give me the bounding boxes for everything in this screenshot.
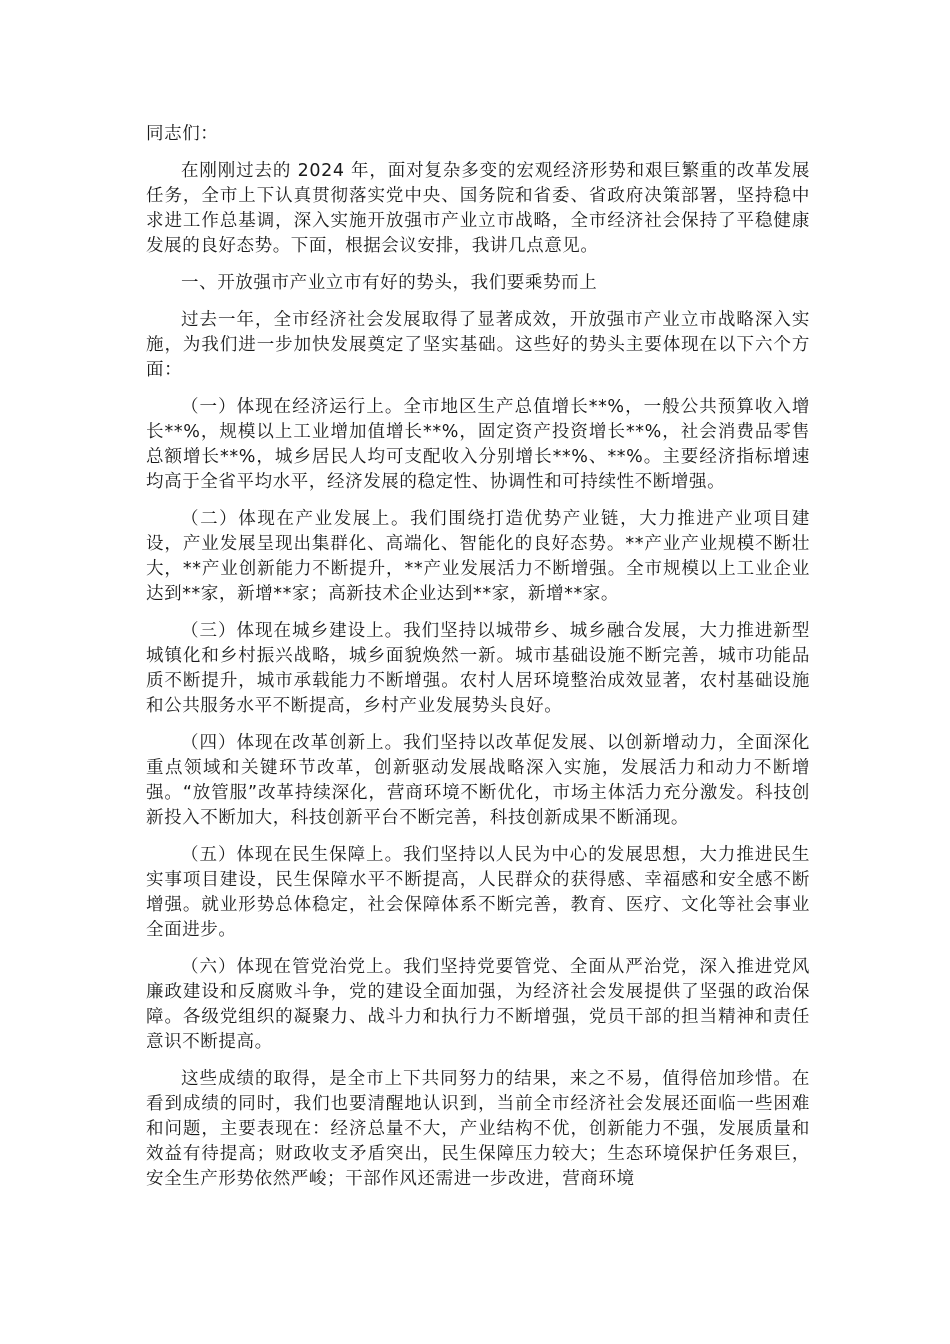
document-page bbox=[146, 122, 810, 1204]
economic-operation-paragraph: （一）体现在经济运行上。全市地区生产总值增长**%，一般公共预算收入增长**%，规模以上工业增加值增长**%，固定资产投资增长**%，社会消费品零售总额增长**%，城乡居民人均可支配收入分别增长**%、**%。主要经济指标增速均高于全省平均水平，经济发展的稳定性、协调性和可持续性不断增强。 bbox=[146, 397, 810, 492]
industrial-development-paragraph: （二）体现在产业发展上。我们围绕打造优势产业链，大力推进产业项目建设，产业发展呈现出集群化、高端化、智能化的良好态势。**产业产业规模不断壮大，**产业创新能力不断提升，**产业发展活力不断增强。全市规模以上工业企业达到**家，新增**家；高新技术企业达到**家，新增**家。 bbox=[146, 509, 810, 604]
salutation: 同志们： bbox=[146, 124, 219, 144]
party-governance-paragraph: （六）体现在管党治党上。我们坚持党要管党、全面从严治党，深入推进党风廉政建设和反腐败斗争，党的建设全面加强，为经济社会发展提供了坚强的政治保障。各级党组织的凝聚力、战斗力和执行力不断增强，党员干部的担当精神和责任意识不断提高。 bbox=[146, 957, 810, 1052]
reform-innovation-paragraph: （四）体现在改革创新上。我们坚持以改革促发展、以创新增动力，全面深化重点领域和关键环节改革，创新驱动发展战略深入实施，发展活力和动力不断增强。“放管服”改革持续深化，营商环境不断优化，市场主体活力充分激发。科技创新投入不断加大，科技创新平台不断完善，科技创新成果不断涌现。 bbox=[146, 733, 810, 828]
section-1-intro-paragraph: 过去一年，全市经济社会发展取得了显著成效，开放强市产业立市战略深入实施，为我们进一步加快发展奠定了坚实基础。这些好的势头主要体现在以下六个方面： bbox=[146, 310, 810, 380]
urban-rural-construction-paragraph: （三）体现在城乡建设上。我们坚持以城带乡、城乡融合发展，大力推进新型城镇化和乡村振兴战略，城乡面貌焕然一新。城市基础设施不断完善，城市功能品质不断提升，城市承载能力不断增强。农村人居环境整治成效显著，农村基础设施和公共服务水平不断提高，乡村产业发展势头良好。 bbox=[146, 621, 810, 716]
achievements-problems-paragraph: 这些成绩的取得，是全市上下共同努力的结果，来之不易，值得倍加珍惜。在看到成绩的同时，我们也要清醒地认识到，当前全市经济社会发展还面临一些困难和问题，主要表现在：经济总量不大，产业结构不优，创新能力不强，发展质量和效益有待提高；财政收支矛盾突出，民生保障压力较大；生态环境保护任务艰巨，安全生产形势依然严峻；干部作风还需进一步改进，营商环境 bbox=[146, 1069, 810, 1189]
intro-paragraph: 在刚刚过去的 2024 年，面对复杂多变的宏观经济形势和艰巨繁重的改革发展任务，全市上下认真贯彻落实党中央、国务院和省委、省政府决策部署，坚持稳中求进工作总基调，深入实施开放强市产业立市战略，全市经济社会保持了平稳健康发展的良好态势。下面，根据会议安排，我讲几点意见。 bbox=[146, 161, 810, 256]
livelihood-security-paragraph: （五）体现在民生保障上。我们坚持以人民为中心的发展思想，大力推进民生实事项目建设，民生保障水平不断提高，人民群众的获得感、幸福感和安全感不断增强。就业形势总体稳定，社会保障体系不断完善，教育、医疗、文化等社会事业全面进步。 bbox=[146, 845, 810, 940]
section-heading-1: 一、开放强市产业立市有好的势头，我们要乘势而上 bbox=[181, 273, 598, 293]
